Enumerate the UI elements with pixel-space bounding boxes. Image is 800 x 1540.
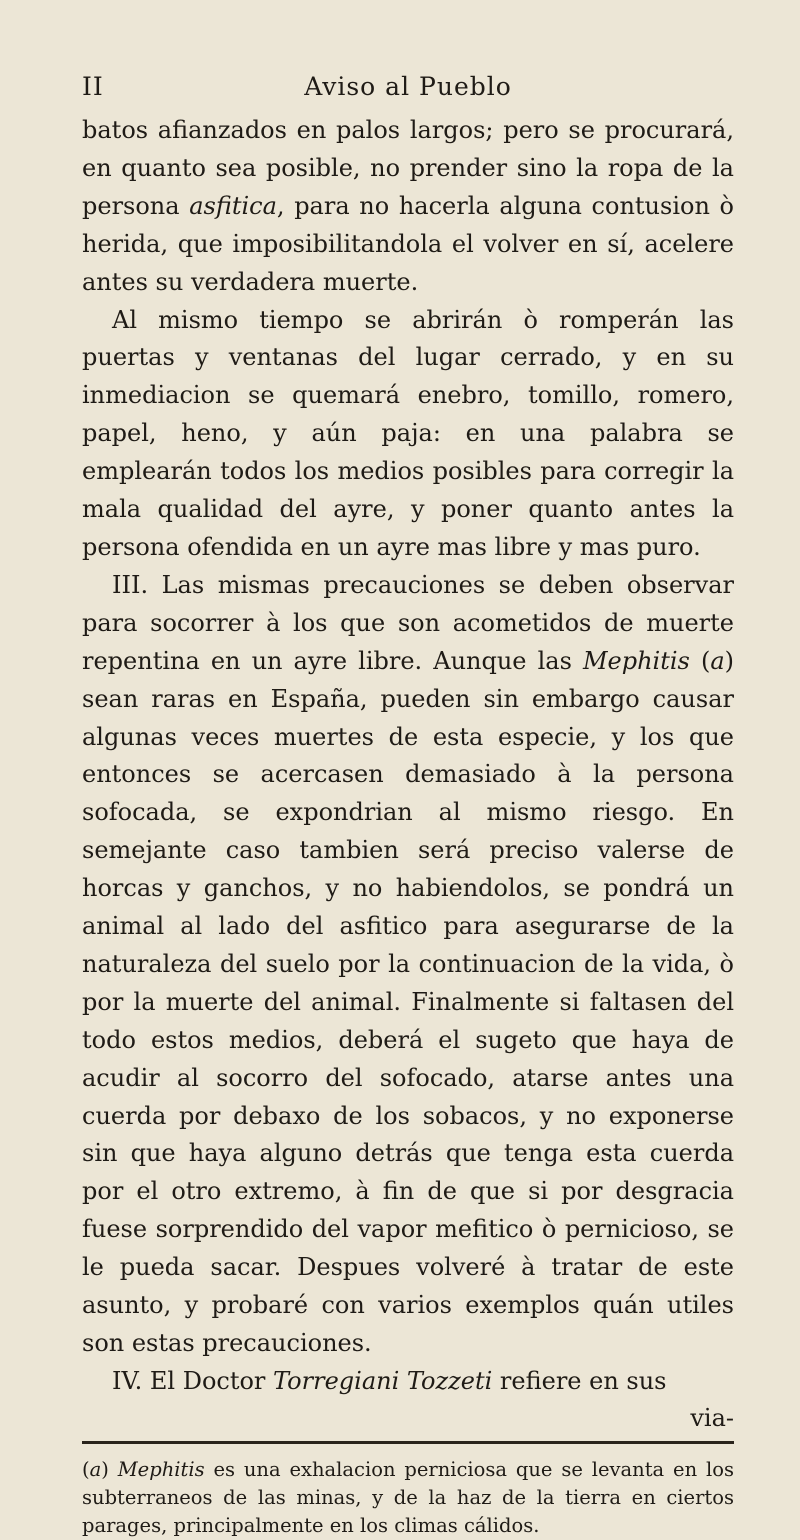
paragraph <box>82 1363 734 1401</box>
catchword: via- <box>690 1403 734 1432</box>
text-run: ) <box>101 1457 118 1481</box>
text-run: ( <box>82 1457 90 1481</box>
text-run: ) sean raras en España, pueden sin embargo causar algunas veces muertes de esta especie, y los que entonces se acercasen demasiado à la persona sofocada, se expondrian al mismo riesgo. En semejante caso tambien será preciso valerse de horcas y ganchos, y no habiendolos, se pondrá un animal al lado del asfitico para asegurarse de la naturaleza del suelo por la continuacion de la vida, ò por la muerte del animal. Finalmente si faltasen del todo estos medios, deberá el sugeto que haya de acudir al socorro del sofocado, atarse antes una cuerda por debaxo de los sobacos, y no exponerse sin que haya alguno detrás que tenga esta cuerda por el otro extremo, à fin de que si por desgracia fuese sorprendido del vapor mefitico ò pernicioso, se le pueda sacar. Despues volveré à tratar de este asunto, y probaré con varios exemplos quán utiles son estas precauciones. <box>82 646 734 1357</box>
paragraph <box>82 112 734 302</box>
page-header <box>82 72 734 112</box>
text-run: ( <box>689 646 711 675</box>
text-run: IV. El Doctor <box>112 1366 274 1395</box>
italic-text: asfitica <box>189 191 277 220</box>
paragraph <box>82 567 734 1363</box>
italic-text: Mephitis <box>582 646 690 675</box>
text-run: refiere en sus <box>492 1366 667 1395</box>
footnote <box>82 1456 734 1540</box>
italic-text: Torregiani Tozzeti <box>273 1366 493 1395</box>
text-run: III. Las mismas precauciones se deben observar para socorrer à los que son acometidos de muerte repentina en un ayre libre. Aunque las <box>82 570 734 675</box>
body-text <box>82 112 734 1401</box>
text-run: es una exhalacion perniciosa que se levanta en los subterraneos de las minas, y de la haz de la tierra en ciertos parages, principalmente en los climas cálidos. <box>82 1457 734 1537</box>
text-run: batos afianzados en palos largos; pero se procurará, en quanto sea posible, no prender sino la ropa de la persona <box>82 116 734 220</box>
footnote-rule <box>82 1441 734 1444</box>
italic-text: Mephitis <box>117 1457 205 1481</box>
text-run: , para no hacerla alguna contusion ò herida, que imposibilitandola el volver en sí, acelere antes su verdadera muerte. <box>82 191 734 296</box>
running-title: Aviso al Pueblo <box>304 72 512 101</box>
paragraph <box>82 302 734 567</box>
text-run: Al mismo tiempo se abrirán ò romperán las puertas y ventanas del lugar cerrado, y en su inmediacion se quemará enebro, tomillo, romero, papel, heno, y aún paja: en una palabra se emplearán todos los medios posibles para corregir la mala qualidad del ayre, y poner quanto antes la persona ofendida en un ayre mas libre y mas puro. <box>82 305 734 561</box>
italic-text: a <box>89 1457 102 1481</box>
page-number: II <box>82 72 104 101</box>
italic-text: a <box>710 646 725 675</box>
